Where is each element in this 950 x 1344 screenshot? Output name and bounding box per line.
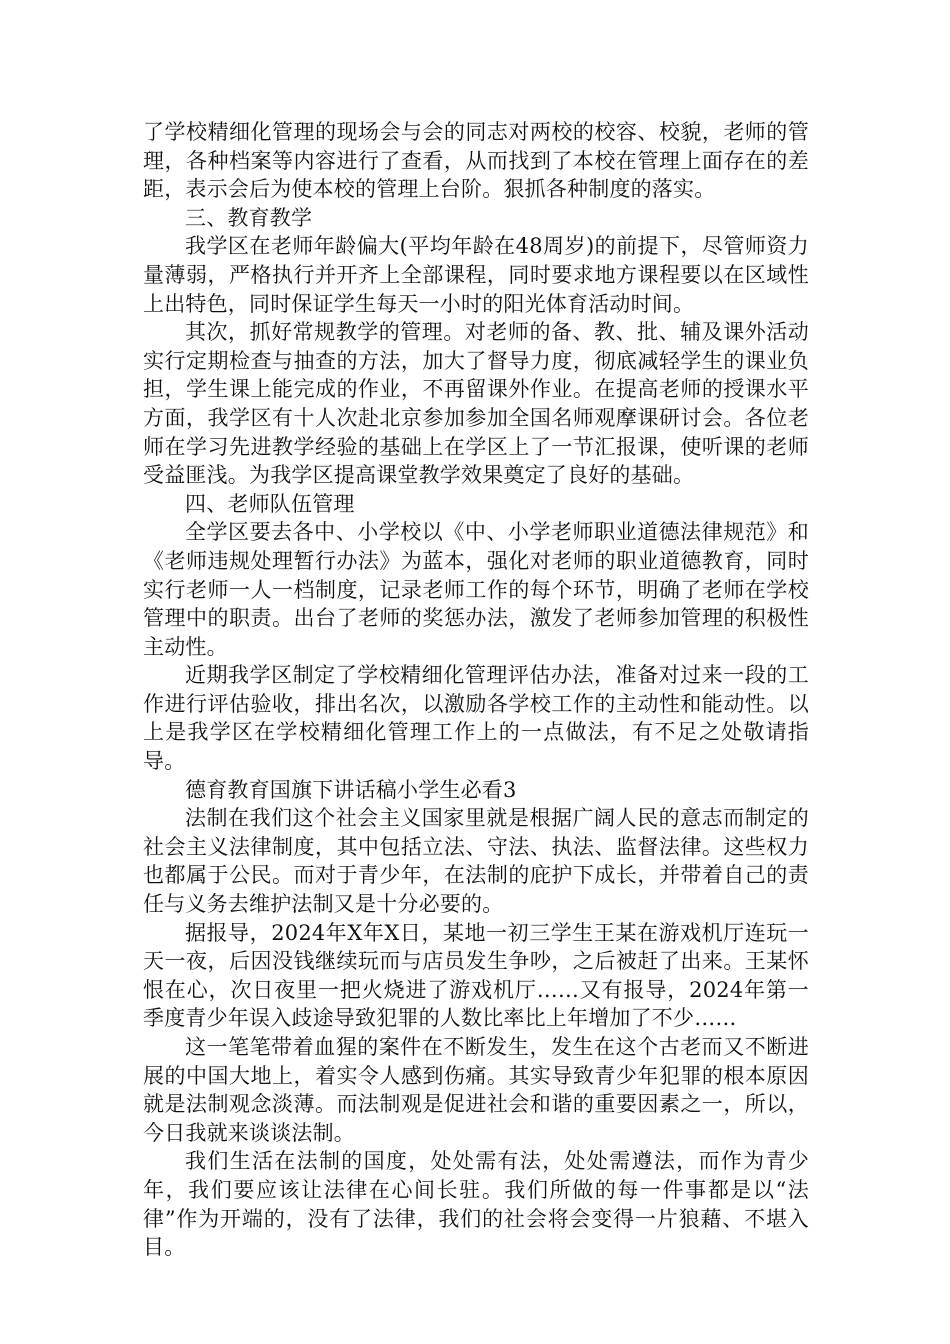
paragraph-evaluation: 近期我学区制定了学校精细化管理评估办法，准备对过来一段的工作进行评估验收，排出名次，以激励各学校工作的主动性和能动性。以上是我学区在学校精细化管理工作上的一点做法，有不足之处敬请指导。: [143, 663, 809, 774]
section-heading-teacher-team: 四、老师队伍管理: [185, 491, 355, 516]
paragraph-routine-teaching: 其次，抓好常规教学的管理。对老师的备、教、批、辅及课外活动实行定期检查与抽查的方法，加大了督导力度，彻底减轻学生的课业负担，学生课上能完成的作业，不再留课外作业。在提高老师的授课水平方面，我学区有十人次赴北京参加参加全国名师观摩课研讨会。各位老师在学习先进教学经验的基础上在学区上了一节汇报课，使听课的老师受益匪浅。为我学区提高课堂教学效果奠定了良好的基础。: [143, 320, 809, 488]
section-heading-speech: 德育教育国旗下讲话稿小学生必看3: [185, 777, 517, 802]
paragraph-crime-cause: 这一笔笔带着血猩的案件在不断发生，发生在这个古老而又不断进展的中国大地上，着实令人感到伤痛。其实导致青少年犯罪的根本原因就是法制观念淡薄。而法制观是促进社会和谐的重要因素之一，所以，今日我就来谈谈法制。: [143, 1035, 809, 1145]
paragraph-law-in-heart: 我们生活在法制的国度，处处需有法，处处需遵法，而作为青少年，我们要应该让法律在心间长驻。我们所做的每一件事都是以“法律”作为开端的，没有了法律，我们的社会将会变得一片狼藉、不堪入目。: [143, 1149, 809, 1260]
paragraph-legal-system: 法制在我们这个社会主义国家里就是根据广阔人民的意志而制定的社会主义法律制度，其中包括立法、守法、执法、监督法律。这些权力也都属于公民。而对于青少年，在法制的庇护下成长，并带着自己的责任与义务去维护法制又是十分必要的。: [143, 806, 809, 917]
paragraph-continuation: 了学校精细化管理的现场会与会的同志对两校的校容、校貌，老师的管理，各种档案等内容进行了查看，从而找到了本校在管理上面存在的差距，表示会后为使本校的管理上台阶。狠抓各种制度的落实。: [143, 120, 809, 202]
paragraph-teacher-ethics: 全学区要去各中、小学校以《中、小学老师职业道德法律规范》和《老师违规处理暂行办法》为蓝本，强化对老师的职业道德教育，同时实行老师一人一档制度，记录老师工作的每个环节，明确了老师在学校管理中的职责。出台了老师的奖惩办法，激发了老师参加管理的积极性主动性。: [143, 520, 809, 659]
paragraph-news-report: 据报导，2024年X年X日，某地一初三学生王某在游戏机厅连玩一天一夜，后因没钱继续玩而与店员发生争吵，之后被赶了出来。王某怀恨在心，次日夜里一把火烧进了游戏机厅……又有报导，2024年第一季度青少年误入歧途导致犯罪的人数比率比上年增加了不少……: [143, 920, 809, 1031]
paragraph-teaching-intro: 我学区在老师年龄偏大(平均年龄在48周岁)的前提下，尽管师资力量薄弱，严格执行并开齐上全部课程，同时要求地方课程要以在区域性上出特色，同时保证学生每天一小时的阳光体育活动时间。: [143, 234, 809, 316]
section-heading-teaching: 三、教育教学: [185, 205, 313, 230]
document-page: [143, 118, 809, 1262]
